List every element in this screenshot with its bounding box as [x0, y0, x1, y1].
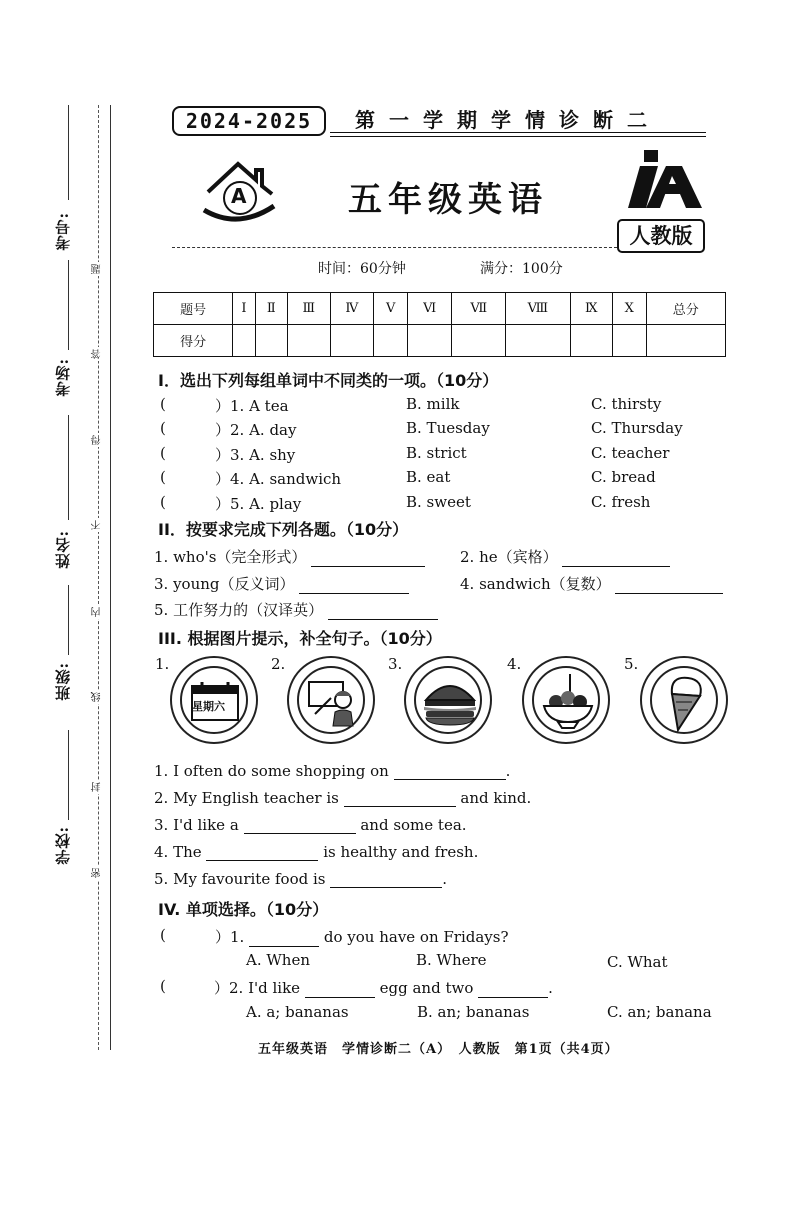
- name-label: 姓名:: [54, 530, 72, 569]
- option-c: C. teacher: [591, 444, 670, 462]
- seal-char: 内: [92, 607, 103, 617]
- score-input-cell[interactable]: [330, 325, 374, 357]
- answer-blank[interactable]: [328, 619, 438, 620]
- score-input-cell[interactable]: [255, 325, 287, 357]
- score-cell: Ⅸ: [570, 293, 613, 325]
- answer-paren[interactable]: (: [160, 926, 166, 944]
- question-post: do you have on Fridays?: [323, 928, 509, 946]
- score-cell: Ⅶ: [452, 293, 506, 325]
- option-a: A. a; bananas: [246, 1003, 349, 1021]
- answer-paren[interactable]: (: [160, 493, 166, 511]
- pic-number: 5.: [624, 655, 639, 673]
- sentence-pre: 4. The: [154, 843, 202, 861]
- option-c: C. fresh: [591, 493, 651, 511]
- score-cell: Ⅷ: [506, 293, 570, 325]
- s2-q3-text: 3. young（反义词）: [154, 575, 295, 593]
- sentence-post: is healthy and fresh.: [323, 843, 479, 861]
- exam-number-line: [68, 105, 69, 200]
- seal-char: 封: [92, 782, 103, 792]
- s3-sentence-5: [154, 870, 447, 888]
- answer-blank[interactable]: [330, 887, 442, 888]
- s3-sentence-3: [154, 816, 467, 834]
- answer-paren[interactable]: (: [160, 419, 166, 437]
- sentence-pre: 5. My favourite food is: [154, 870, 326, 888]
- option-b: B. sweet: [406, 493, 471, 511]
- answer-blank[interactable]: [249, 946, 319, 947]
- exam-room-label: 考场:: [54, 358, 72, 397]
- s2-q4-text: 4. sandwich（复数）: [460, 575, 611, 593]
- seal-char: 得: [92, 435, 103, 445]
- page-title: 五年级英语: [348, 180, 548, 220]
- score-input-cell[interactable]: [646, 325, 725, 357]
- teacher-picture: [287, 656, 375, 744]
- binding-border-line: [110, 105, 111, 1050]
- ice-cream-picture: [640, 656, 728, 744]
- score-input-cell[interactable]: [233, 325, 255, 357]
- option-b: B. Where: [416, 951, 487, 969]
- score-cell: 总分: [646, 293, 725, 325]
- pic-number: 3.: [388, 655, 403, 673]
- option-b: B. strict: [406, 444, 467, 462]
- score-cell: 题号: [154, 293, 233, 325]
- answer-paren[interactable]: (: [160, 977, 166, 995]
- answer-blank[interactable]: [299, 593, 409, 594]
- school-line: [68, 730, 69, 820]
- seal-char: 答: [92, 349, 103, 359]
- option-c: C. What: [607, 953, 668, 971]
- year-badge: 2024-2025: [172, 106, 326, 136]
- option-c: C. bread: [591, 468, 656, 486]
- score-cell: Ⅳ: [330, 293, 374, 325]
- hamburger-icon: [422, 678, 478, 726]
- publisher-logo: [624, 150, 704, 212]
- answer-blank[interactable]: [615, 593, 723, 594]
- school-label: 学校:: [54, 826, 72, 865]
- score-input-cell[interactable]: [452, 325, 506, 357]
- answer-blank[interactable]: [478, 997, 548, 998]
- question-text: ）2. A. day: [215, 421, 297, 439]
- question-text: ）3. A. shy: [215, 446, 296, 464]
- score-input-cell[interactable]: [374, 325, 408, 357]
- sentence-post: .: [442, 870, 448, 888]
- salad-icon: [540, 672, 596, 730]
- exam-number-label: 考号:: [54, 212, 72, 251]
- section2-title: II．按要求完成下列各题。（10分）: [158, 520, 409, 539]
- score-cell: Ⅲ: [288, 293, 331, 325]
- score-input-cell[interactable]: [506, 325, 570, 357]
- teacher-icon: [305, 674, 361, 730]
- header-rule: [330, 136, 706, 137]
- house-logo: [198, 158, 280, 228]
- answer-blank[interactable]: [344, 806, 456, 807]
- option-a: A. When: [246, 951, 310, 969]
- answer-blank[interactable]: [562, 566, 670, 567]
- question-post: .: [548, 979, 553, 997]
- score-table-score-row: [154, 325, 726, 357]
- option-c: C. thirsty: [591, 395, 662, 413]
- sentence-pre: 3. I'd like a: [154, 816, 239, 834]
- option-b: B. milk: [406, 395, 460, 413]
- s2-question-4: [460, 573, 723, 594]
- seal-char: 密: [92, 868, 103, 878]
- class-line: [68, 585, 69, 655]
- exam-time: 时间：60分钟: [318, 261, 406, 277]
- score-input-cell[interactable]: [613, 325, 647, 357]
- section4-title: IV. 单项选择。（10分）: [158, 900, 329, 919]
- salad-picture: [522, 656, 610, 744]
- answer-blank[interactable]: [311, 566, 425, 567]
- s2-q5-text: 5. 工作努力的（汉译英）: [154, 601, 324, 619]
- score-cell: V: [374, 293, 408, 325]
- s2-q2-text: 2. he（宾格）: [460, 548, 558, 566]
- s3-sentence-1: [154, 762, 510, 780]
- sentence-pre: 2. My English teacher is: [154, 789, 339, 807]
- name-line: [68, 415, 69, 520]
- calendar-picture: [170, 656, 258, 744]
- score-cell: Ⅱ: [255, 293, 287, 325]
- answer-blank[interactable]: [394, 779, 506, 780]
- sentence-post: and some tea.: [360, 816, 467, 834]
- binding-dashed-line: [98, 105, 99, 1050]
- question-mid: egg and two: [379, 979, 474, 997]
- pic-number: 2.: [271, 655, 286, 673]
- s2-q1-text: 1. who's（完全形式）: [154, 548, 307, 566]
- exam-room-line: [68, 260, 69, 350]
- seal-char: 不: [92, 520, 103, 530]
- score-input-cell[interactable]: [570, 325, 613, 357]
- seal-char: 题: [92, 264, 103, 274]
- option-b: B. Tuesday: [406, 419, 490, 437]
- answer-blank[interactable]: [244, 833, 356, 834]
- score-cell: I: [233, 293, 255, 325]
- sentence-pre: 1. I often do some shopping on: [154, 762, 389, 780]
- sentence-post: .: [505, 762, 511, 780]
- s4-question-1: [215, 926, 509, 947]
- pic-number: 1.: [155, 655, 170, 673]
- score-input-cell[interactable]: [288, 325, 331, 357]
- answer-paren[interactable]: (: [160, 444, 166, 462]
- seal-char: 线: [92, 692, 103, 702]
- header-dashed-rule: [172, 247, 617, 248]
- question-text: ）1. A tea: [215, 397, 289, 415]
- s2-question-2: [460, 546, 670, 567]
- answer-blank[interactable]: [305, 997, 375, 998]
- s4-question-2: [214, 977, 553, 998]
- question-text: ）4. A. sandwich: [215, 470, 342, 488]
- score-cell: Ⅵ: [408, 293, 452, 325]
- edition-badge: 人教版: [617, 219, 705, 253]
- question-pre: ）1.: [215, 928, 245, 946]
- score-row-label: 得分: [154, 325, 233, 357]
- logo-letter: A: [231, 184, 247, 208]
- section3-title: III. 根据图片提示，补全句子。（10分）: [158, 629, 442, 648]
- ice-cream-icon: [662, 672, 710, 732]
- score-table-header-row: [154, 293, 726, 325]
- calendar-text: 星期六: [192, 700, 225, 713]
- class-label: 班级:: [54, 662, 72, 701]
- option-b: B. eat: [406, 468, 451, 486]
- s2-question-1: [154, 546, 425, 567]
- question-text: ）5. A. play: [215, 495, 302, 513]
- option-b: B. an; bananas: [417, 1003, 530, 1021]
- s2-question-3: [154, 573, 409, 594]
- hamburger-picture: [404, 656, 492, 744]
- page-footer: 五年级英语 学情诊断二（A） 人教版 第1页（共4页）: [258, 1042, 619, 1057]
- sentence-post: and kind.: [460, 789, 532, 807]
- question-pre: ）2. I'd like: [214, 979, 301, 997]
- score-cell: X: [613, 293, 647, 325]
- header-rule: [330, 132, 706, 133]
- option-c: C. an; banana: [607, 1003, 712, 1021]
- full-score: 满分：100分: [480, 261, 563, 277]
- s3-sentence-2: [154, 789, 531, 807]
- answer-blank[interactable]: [206, 860, 318, 861]
- option-c: C. Thursday: [591, 419, 683, 437]
- answer-paren[interactable]: (: [160, 395, 166, 413]
- section1-title: I．选出下列每组单词中不同类的一项。（10分）: [158, 371, 499, 390]
- s3-sentence-4: [154, 843, 478, 861]
- score-table: [153, 292, 726, 357]
- score-input-cell[interactable]: [408, 325, 452, 357]
- answer-paren[interactable]: (: [160, 468, 166, 486]
- pic-number: 4.: [507, 655, 522, 673]
- semester-title: 第一学期学情诊断二: [355, 108, 661, 132]
- s2-question-5: [154, 599, 438, 620]
- publisher-logo-icon: [624, 150, 704, 212]
